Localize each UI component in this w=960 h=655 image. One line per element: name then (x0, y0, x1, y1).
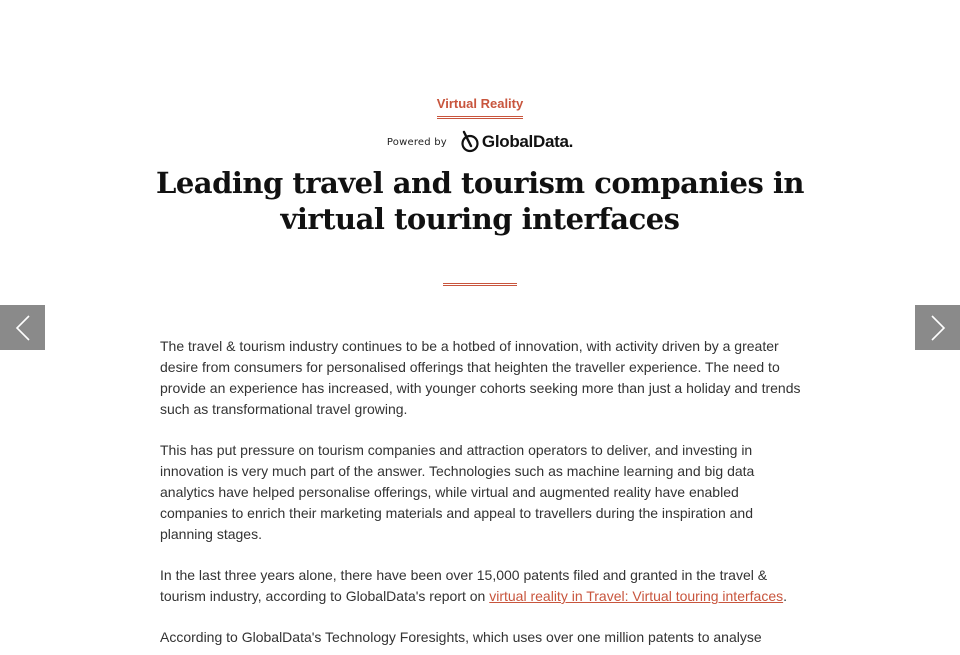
article-paragraph (160, 565, 805, 607)
globaldata-logo-text: GlobalData. (481, 132, 574, 151)
article-title: Leading travel and tourism companies in virtual touring interfaces (155, 166, 805, 236)
title-divider (443, 283, 517, 286)
previous-article-button[interactable] (0, 305, 45, 350)
article-paragraph: The travel & tourism industry continues to be a hotbed of innovation, with activity driven by a greater desire from consumers for personalised offerings that heighten the traveller experience. The need to provide an experience has increased, with younger cohorts seeking more than just a holiday and trends such as transformational travel growing. (160, 338, 801, 417)
article-body (160, 336, 805, 655)
category-tag (0, 95, 960, 119)
paragraph-text: In the last three years alone, there have been over 15,000 patents filed and granted in the travel & tourism industry, according to GlobalData's report on (160, 567, 768, 604)
chevron-left-icon (15, 314, 31, 342)
chevron-right-icon (930, 314, 946, 342)
powered-by-banner (0, 130, 960, 154)
article-paragraph: According to GlobalData's Technology Foresights, which uses over one million patents to analyse (160, 629, 762, 645)
powered-by-label: Powered by (386, 136, 447, 148)
next-article-button[interactable] (915, 305, 960, 350)
category-link[interactable]: Virtual Reality (437, 96, 523, 119)
paragraph-text: . (783, 588, 787, 604)
report-link[interactable]: virtual reality in Travel: Virtual touring interfaces (489, 588, 784, 604)
globaldata-logo-icon (459, 130, 479, 154)
article-paragraph: This has put pressure on tourism companies and attraction operators to deliver, and investing in innovation is very much part of the answer. Technologies such as machine learning and big data analytics have helped personalise offerings, while virtual and augmented reality have enabled companies to enrich their marketing materials and appeal to travellers during the inspiration and planning stages. (160, 442, 755, 542)
